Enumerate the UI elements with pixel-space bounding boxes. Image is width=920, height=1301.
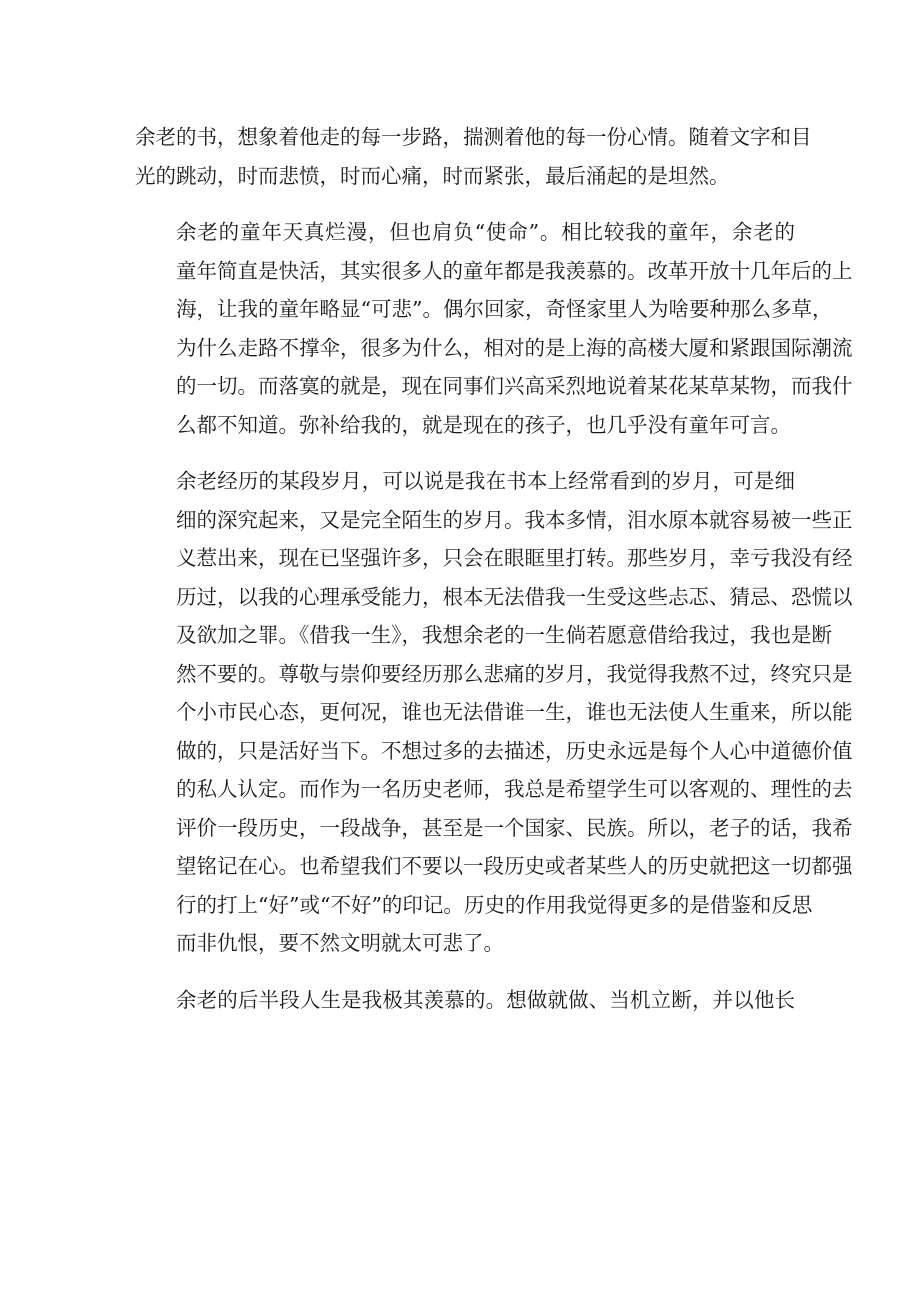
paragraph <box>135 462 853 963</box>
text-line: 为什么走路不撑伞，很多为什么，相对的是上海的高楼大厦和紧跟国际潮流 <box>176 335 853 360</box>
text-line: 么都不知道。弥补给我的，就是现在的孩子，也几乎没有童年可言。 <box>176 412 791 437</box>
paragraph <box>135 213 853 444</box>
text-line: 义惹出来，现在已坚强许多，只会在眼眶里打转。那些岁月，幸亏我没有经 <box>176 546 853 570</box>
document-page <box>135 118 853 1037</box>
text-line: 行的打上“好”或“不好”的印记。历史的作用我觉得更多的是借鉴和反思 <box>176 892 813 917</box>
text-line: 个小市民心态，更何况，谁也无法借谁一生，谁也无法使人生重来，所以能 <box>176 700 853 724</box>
text-line: 然不要的。尊敬与崇仰要经历那么悲痛的岁月，我觉得我熬不过，终究只是 <box>176 661 853 686</box>
text-line: 余老的后半段人生是我极其羡慕的。想做就做、当机立断，并以他长 <box>176 987 795 1012</box>
text-line: 历过，以我的心理承受能力，根本无法借我一生受这些忐忑、猜忌、恐慌以 <box>176 584 853 609</box>
text-line: 及欲加之罪。《借我一生》，我想余老的一生倘若愿意借给我过，我也是断 <box>176 623 832 647</box>
text-line: 海，让我的童年略显“可悲”。偶尔回家，奇怪家里人为啥要种那么多草， <box>176 297 833 321</box>
text-line: 评价一段历史，一段战争，甚至是一个国家、民族。所以，老子的话，我希 <box>176 815 853 840</box>
text-line: 做的，只是活好当下。不想过多的去描述，历史永远是每个人心中道德价值 <box>176 738 853 763</box>
text-line: 望铭记在心。也希望我们不要以一段历史或者某些人的历史就把这一切都强 <box>176 854 853 878</box>
text-line: 的一切。而落寞的就是，现在同事们兴高采烈地说着某花某草某物，而我什 <box>176 374 853 398</box>
text-line: 余老的童年天真烂漫，但也肩负“使命”。相比较我的童年，余老的 <box>176 220 795 244</box>
text-line: 余老的书，想象着他走的每一步路，揣测着他的每一份心情。随着文字和目 <box>135 125 812 149</box>
text-line: 的私人认定。而作为一名历史老师，我总是希望学生可以客观的、理性的去 <box>176 777 853 801</box>
text-line: 余老经历的某段岁月，可以说是我在书本上经常看到的岁月，可是细 <box>176 469 795 493</box>
text-line: 而非仇恨，要不然文明就太可悲了。 <box>176 931 504 955</box>
text-line: 童年简直是快活，其实很多人的童年都是我羡慕的。改革开放十几年后的上 <box>176 258 853 283</box>
paragraph <box>135 981 795 1020</box>
text-line: 细的深究起来，又是完全陌生的岁月。我本多情，泪水原本就容易被一些正 <box>176 507 853 532</box>
paragraph <box>135 118 812 195</box>
text-line: 光的跳动，时而悲愤，时而心痛，时而紧张，最后涌起的是坦然。 <box>135 163 730 188</box>
